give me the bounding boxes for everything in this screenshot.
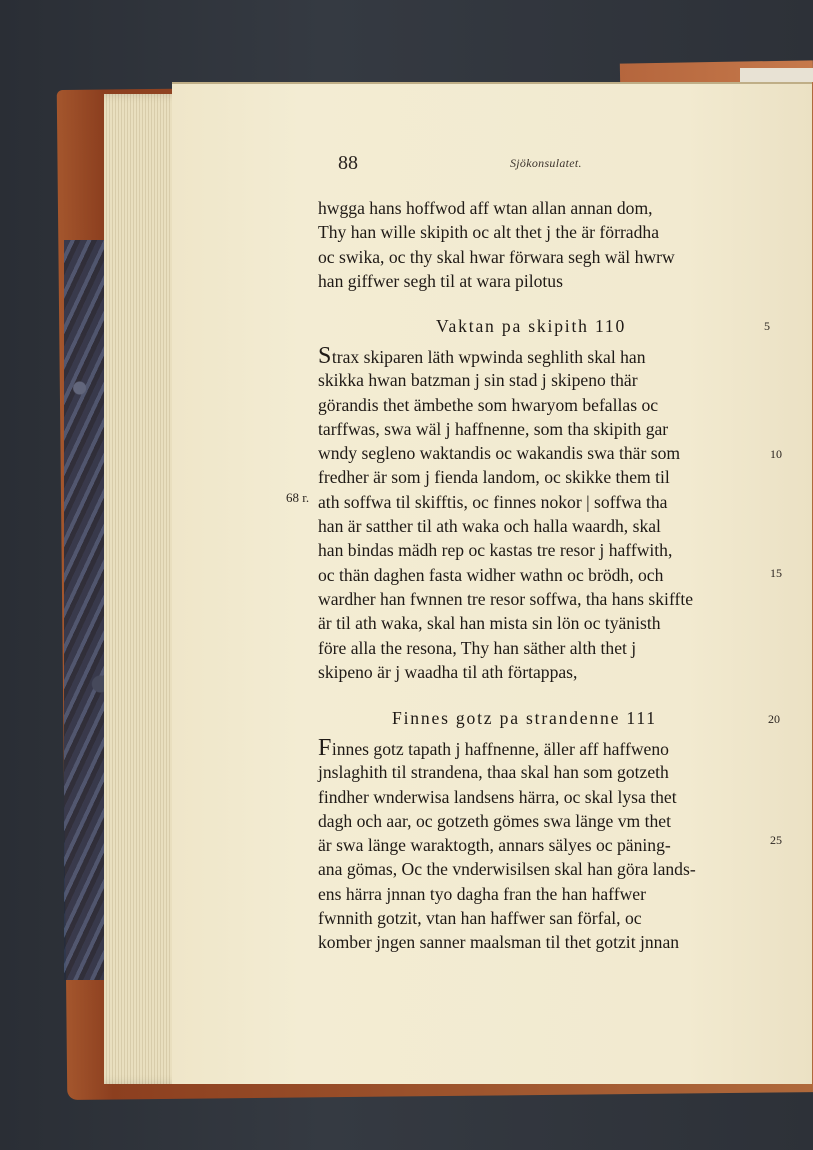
text-line: ens härra jnnan tyo dagha fran the han haffwer [318, 883, 646, 904]
text-line: skikka hwan batzman j sin stad j skipeno thär [318, 370, 638, 391]
margin-number-20: 20 [768, 712, 780, 726]
text-line: wardher han fwnnen tre resor soffwa, tha hans skiffte [318, 588, 694, 609]
text-line: han bindas mädh rep oc kastas tre resor j haffwith, [318, 540, 673, 561]
dropcap: S [318, 343, 332, 369]
section-body-vaktan [318, 344, 763, 684]
text-line: görandis thet ämbethe som hwaryom befallas oc [318, 394, 659, 415]
text-line: han giffwer segh til at wara pilotus [318, 270, 563, 291]
text-line: dagh och aar, oc gotzeth gömes swa länge vm thet [318, 810, 672, 831]
text-line: han är satther til ath waka och halla waardh, skal [318, 516, 661, 537]
section-heading-finnes: Finnes gotz pa strandenne 111 [392, 708, 657, 728]
running-head: Sjökonsulatet. [510, 156, 582, 170]
text-line: ath soffwa til skifftis, oc finnes nokor | soffwa tha [318, 491, 668, 512]
dropcap: F [318, 735, 332, 761]
text-line: oc thän daghen fasta widher wathn oc brödh, och [318, 564, 664, 585]
folio-marker: 68 r. [286, 490, 310, 505]
cover-top-label [740, 68, 813, 82]
text-line: fredher är som j fienda landom, oc skikke them til [318, 467, 670, 488]
text-line-content: innes gotz tapath j haffnenne, äller aff haffweno [331, 739, 669, 759]
text-line: är til ath waka, skal han mista sin lön oc tyänisth [318, 613, 661, 634]
section-heading-vaktan: Vaktan pa skipith 110 [436, 316, 627, 336]
page-header [338, 152, 758, 182]
text-line: Thy han wille skipith oc alt thet j the är förradha [318, 222, 660, 243]
text-line: oc swika, oc thy skal hwar förwara segh wäl hwrw [318, 246, 675, 267]
text-line [318, 344, 763, 368]
text-line: fwnnith gotzit, vtan han haffwer san förfal, oc [318, 908, 642, 929]
text-line: jnslaghith til strandena, thaa skal han som gotzeth [318, 762, 669, 783]
text-line: är swa länge waraktogth, annars sälyes oc päning- [318, 835, 671, 856]
section-body-finnes [318, 736, 763, 955]
margin-number-10: 10 [770, 447, 782, 461]
text-line: ana gömas, Oc the vnderwisilsen skal han göra lands- [318, 859, 696, 880]
text-line: komber jngen sanner maalsman til thet gotzit jnnan [318, 932, 680, 953]
text-line: skipeno är j waadha til ath förtappas, [318, 661, 578, 682]
margin-number-5: 5 [764, 319, 770, 333]
text-line: hwgga hans hoffwod aff wtan allan annan dom, [318, 198, 653, 218]
margin-number-15: 15 [770, 566, 782, 580]
text-line: findher wnderwisa landsens härra, oc skal lysa thet [318, 786, 677, 807]
text-line: wndy segleno waktandis oc wakandis swa thär som [318, 443, 681, 464]
intro-paragraph [318, 196, 763, 293]
text-line [318, 736, 763, 760]
text-line-content: trax skiparen läth wpwinda seghlith skal han [331, 347, 646, 367]
page-number: 88 [338, 152, 358, 174]
text-line: före alla the resona, Thy han säther alth thet j [318, 637, 637, 658]
text-line: tarffwas, swa wäl j haffnenne, som tha skipith gar [318, 418, 669, 439]
margin-number-25: 25 [770, 833, 782, 847]
